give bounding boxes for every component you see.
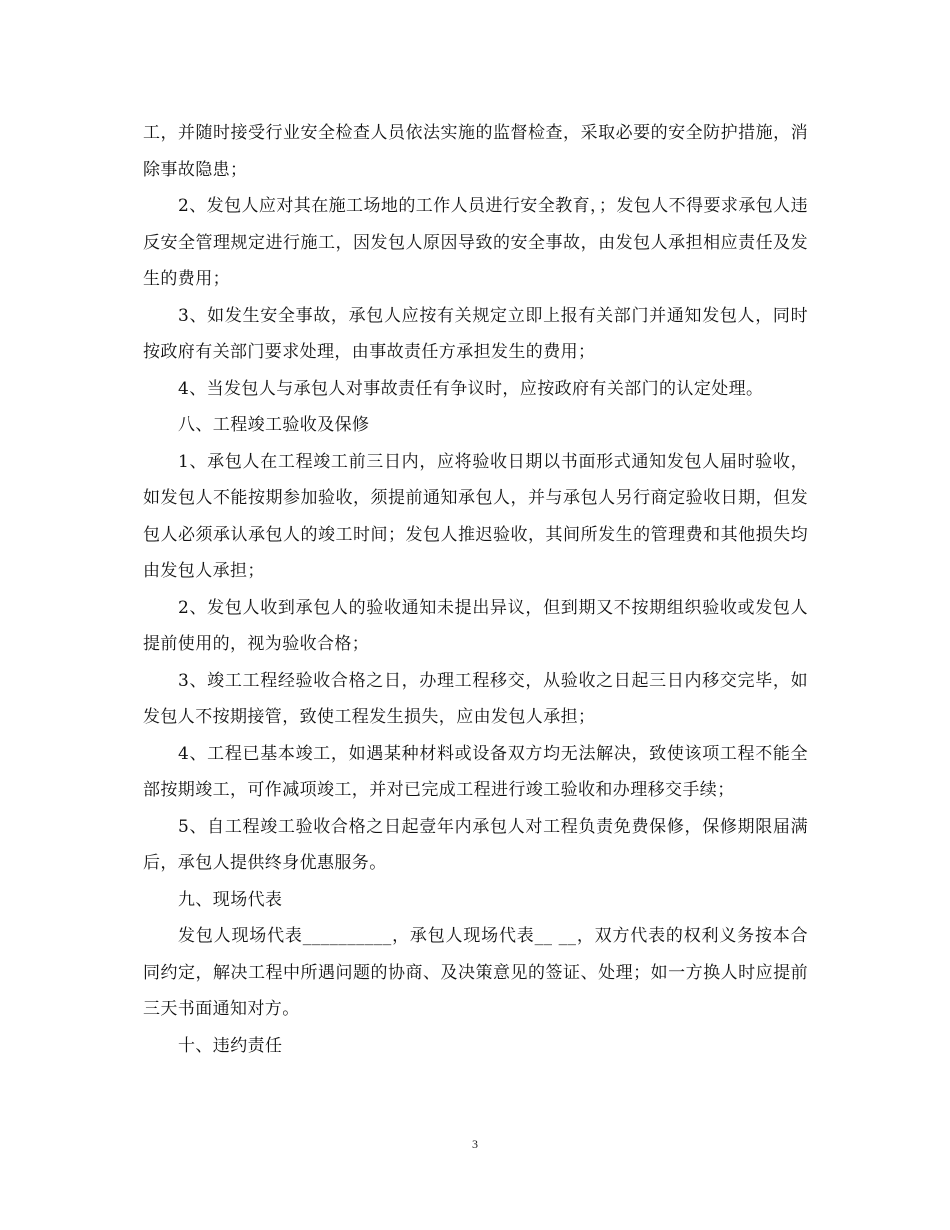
paragraph-acceptance-2: 2、发包人收到承包人的验收通知未提出异议，但到期又不按期组织验收或发包人提前使用的，视为验收合格； [143,597,808,654]
paragraph-safety-4: 4、当发包人与承包人对事故责任有争议时，应按政府有关部门的认定处理。 [178,378,764,399]
paragraph-acceptance-4: 4、工程已基本竣工，如遇某种材料或设备双方均无法解决，致使该项工程不能全部按期竣工，可作减项竣工，并对已完成工程进行竣工验收和办理移交手续； [143,743,808,800]
section-heading-10: 十、违约责任 [178,1035,283,1056]
paragraph-continuation: 工，并随时接受行业安全检查人员依法实施的监督检查，采取必要的安全防护措施，消除事故隐患； [143,123,808,180]
document-body [143,115,808,1064]
paragraph-acceptance-1: 1、承包人在工程竣工前三日内，应将验收日期以书面形式通知发包人届时验收，如发包人不能按期参加验收，须提前通知承包人，并与承包人另行商定验收日期，但发包人必须承认承包人的竣工时间；发包人推迟验收，其间所发生的管理费和其他损失均由发包人承担； [143,451,808,581]
paragraph-acceptance-5: 5、自工程竣工验收合格之日起壹年内承包人对工程负责免费保修，保修期限届满后，承包人提供终身优惠服务。 [143,816,808,873]
paragraph-acceptance-3: 3、竣工工程经验收合格之日，办理工程移交，从验收之日起三日内移交完毕，如发包人不按期接管，致使工程发生损失，应由发包人承担； [143,670,808,727]
section-heading-8: 八、工程竣工验收及保修 [178,415,370,435]
page-number: 3 [472,1137,478,1151]
paragraph-safety-2: 2、发包人应对其在施工场地的工作人员进行安全教育，；发包人不得要求承包人违反安全管理规定进行施工，因发包人原因导致的安全事故，由发包人承担相应责任及发生的费用； [143,196,808,289]
section-heading-9: 九、现场代表 [178,889,283,910]
paragraph-safety-3: 3、如发生安全事故，承包人应按有关规定立即上报有关部门并通知发包人，同时按政府有关部门要求处理，由事故责任方承担发生的费用； [143,305,808,362]
paragraph-site-representative: 发包人现场代表__________，承包人现场代表__ __，双方代表的权利义务按本合同约定，解决工程中所遇问题的协商、及决策意见的签证、处理；如一方换人时应提前三天书面通知对方。 [143,926,808,1019]
